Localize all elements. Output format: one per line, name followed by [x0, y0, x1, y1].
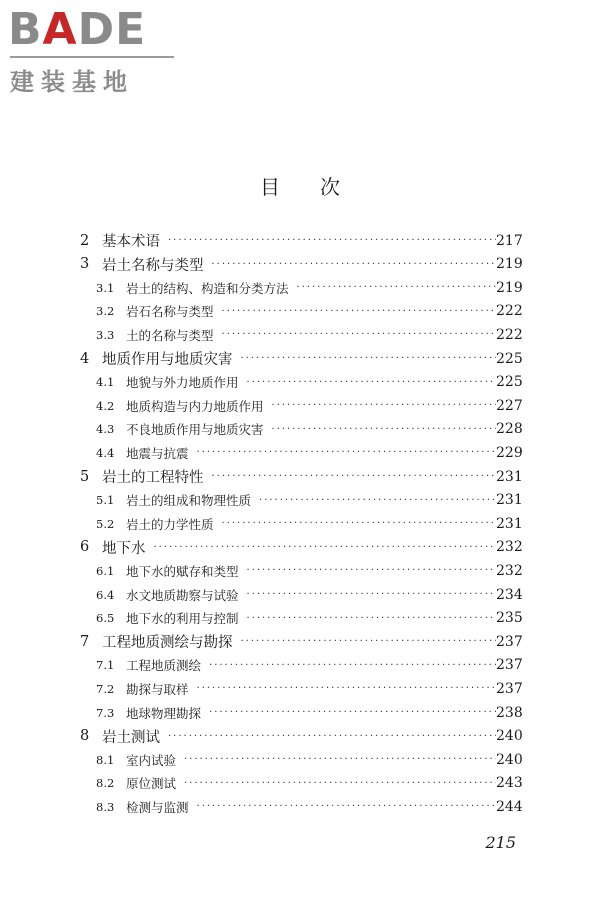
toc-entry — [80, 394, 522, 417]
bade-logo — [8, 4, 178, 96]
toc-entry-page: 225 — [496, 374, 523, 391]
toc-entry — [80, 607, 522, 630]
toc-entry-number: 3 — [80, 256, 90, 273]
toc-entry-title: 地球物理勘探 — [126, 705, 202, 721]
toc-entry-title: 工程地质测绘与勘探 — [102, 635, 233, 652]
toc-dot-leader — [297, 282, 496, 293]
toc-entry — [80, 323, 522, 346]
toc-entry-title: 不良地质作用与地质灾害 — [126, 422, 264, 438]
toc-entry-number: 5.2 — [96, 516, 115, 531]
toc-dot-leader — [272, 424, 496, 435]
page-title: 目次 — [260, 175, 380, 199]
toc-entry-page: 225 — [496, 350, 523, 367]
toc-dot-leader — [259, 495, 496, 506]
toc-dot-leader — [197, 447, 496, 458]
toc-entry — [80, 276, 522, 299]
toc-entry-page: 231 — [496, 492, 523, 509]
toc-entry-title: 岩土的力学性质 — [126, 516, 214, 532]
toc-entry-number: 6.1 — [96, 563, 115, 578]
logo-accent-letter: A — [42, 4, 78, 55]
toc-entry-page: 232 — [496, 562, 523, 579]
toc-dot-leader — [197, 801, 496, 812]
toc-entry-title: 地质构造与内力地质作用 — [126, 398, 264, 414]
toc-entry-number: 5 — [80, 468, 90, 485]
toc-entry-number: 5.1 — [96, 493, 115, 508]
toc-entry-number: 6.4 — [96, 587, 115, 602]
toc-dot-leader — [241, 636, 497, 647]
toc-dot-leader — [154, 542, 497, 553]
toc-dot-leader — [168, 235, 496, 246]
toc-entry-title: 基本术语 — [102, 234, 160, 250]
toc-entry-number: 6 — [80, 539, 90, 556]
toc-entry-page: 243 — [496, 775, 523, 792]
toc-entry — [80, 630, 522, 653]
toc-entry — [80, 536, 522, 559]
toc-entry-number: 7.1 — [96, 658, 115, 673]
toc-dot-leader — [209, 660, 496, 671]
toc-entry — [80, 489, 522, 512]
toc-entry — [80, 229, 522, 252]
toc-entry-page: 219 — [496, 256, 523, 273]
toc-dot-leader — [168, 731, 496, 742]
toc-entry-number: 4 — [80, 350, 90, 367]
toc-entry — [80, 253, 522, 276]
toc-entry-page: 229 — [496, 444, 523, 461]
toc-entry — [80, 654, 522, 677]
toc-dot-leader — [241, 353, 497, 364]
toc-entry — [80, 725, 522, 748]
toc-entry-page: 222 — [496, 326, 523, 343]
toc-entry-number: 3.2 — [96, 304, 115, 319]
toc-entry-page: 231 — [496, 515, 523, 532]
toc-entry-number: 7.2 — [96, 681, 115, 696]
toc-dot-leader — [184, 778, 496, 789]
toc-entry-page: 219 — [496, 279, 523, 296]
toc-dot-leader — [222, 518, 496, 529]
toc-entry-title: 岩土测试 — [102, 729, 160, 746]
toc-entry — [80, 583, 522, 606]
toc-entry — [80, 512, 522, 535]
toc-dot-leader — [209, 707, 496, 718]
toc-entry-number: 8 — [80, 728, 90, 745]
toc-dot-leader — [272, 400, 496, 411]
toc-entry-title: 岩土的结构、构造和分类方法 — [126, 280, 289, 296]
toc-entry-number: 4.3 — [96, 422, 115, 437]
toc-entry-title: 原位测试 — [126, 776, 177, 792]
toc-dot-leader — [247, 377, 496, 388]
toc-entry-title: 工程地质测绘 — [126, 658, 202, 674]
toc-entry — [80, 748, 522, 771]
toc-entry-number: 7 — [80, 633, 90, 650]
toc-entry-number: 4.1 — [96, 375, 115, 390]
toc-entry — [80, 347, 522, 370]
toc-entry-page: 234 — [496, 586, 523, 603]
toc-entry-title: 地下水 — [102, 540, 146, 557]
toc-entry-title: 岩土的工程特性 — [102, 470, 204, 486]
page-number: 215 — [485, 833, 516, 852]
toc-entry-number: 3.3 — [96, 327, 115, 342]
toc-entry-page: 231 — [496, 468, 523, 485]
toc-dot-leader — [197, 683, 496, 694]
toc-dot-leader — [212, 259, 497, 270]
toc-entry-page: 228 — [496, 421, 523, 438]
toc-entry — [80, 677, 522, 700]
logo-divider — [10, 56, 174, 58]
toc-entry-title: 地貌与外力地质作用 — [126, 375, 239, 391]
toc-entry-title: 地下水的赋存和类型 — [126, 563, 239, 579]
toc-entry-number: 6.5 — [96, 611, 115, 626]
toc-entry — [80, 465, 522, 488]
toc-entry-title: 室内试验 — [126, 752, 177, 768]
toc-entry-page: 237 — [496, 680, 523, 697]
toc-entry-number: 4.4 — [96, 445, 115, 460]
toc-entry — [80, 418, 522, 441]
toc-entry — [80, 441, 522, 464]
toc-dot-leader — [247, 589, 496, 600]
toc-dot-leader — [184, 754, 496, 765]
toc-dot-leader — [247, 613, 496, 624]
toc-dot-leader — [222, 329, 496, 340]
toc-entry-page: 227 — [496, 397, 523, 414]
toc-entry-page: 237 — [496, 633, 523, 650]
toc-entry-title: 地质作用与地质灾害 — [102, 352, 233, 368]
toc-entry-title: 地下水的利用与控制 — [126, 611, 239, 627]
toc-entry-title: 水文地质勘察与试验 — [126, 587, 239, 603]
toc-dot-leader — [212, 471, 497, 482]
toc-entry — [80, 300, 522, 323]
toc-entry — [80, 772, 522, 795]
toc-entry — [80, 701, 522, 724]
toc-entry-page: 235 — [496, 610, 523, 627]
toc-entry-page: 240 — [496, 728, 523, 745]
toc-entry — [80, 371, 522, 394]
toc-entry-number: 3.1 — [96, 280, 115, 295]
toc-entry-title: 土的名称与类型 — [126, 327, 214, 343]
toc-entry-number: 2 — [80, 232, 90, 249]
toc-dot-leader — [247, 565, 496, 576]
toc-entry-number: 8.1 — [96, 752, 115, 767]
toc-entry-number: 4.2 — [96, 398, 115, 413]
toc-entry-number: 7.3 — [96, 705, 115, 720]
toc-entry-title: 地震与抗震 — [126, 445, 189, 461]
logo-wordmark: BADE — [8, 4, 147, 55]
toc-entry-page: 240 — [496, 751, 523, 768]
toc-entry-page: 217 — [496, 232, 523, 249]
toc-entry-page: 244 — [496, 798, 523, 815]
toc-entry-title: 岩石名称与类型 — [126, 304, 214, 320]
toc-entry-page: 238 — [496, 704, 523, 721]
toc-entry-page: 232 — [496, 539, 523, 556]
toc-entry-number: 8.3 — [96, 799, 115, 814]
toc-dot-leader — [222, 306, 496, 317]
toc-entry-title: 勘探与取样 — [126, 681, 189, 697]
toc-entry — [80, 559, 522, 582]
toc-entry-title: 岩土名称与类型 — [102, 257, 204, 274]
toc-entry-page: 222 — [496, 303, 523, 320]
toc-entry — [80, 795, 522, 818]
toc-entry-title: 检测与监测 — [126, 799, 189, 815]
toc-entry-title: 岩土的组成和物理性质 — [126, 493, 252, 509]
toc-entry-page: 237 — [496, 657, 523, 674]
logo-subtitle: 建装基地 — [10, 68, 134, 96]
toc-entry-number: 8.2 — [96, 776, 115, 791]
